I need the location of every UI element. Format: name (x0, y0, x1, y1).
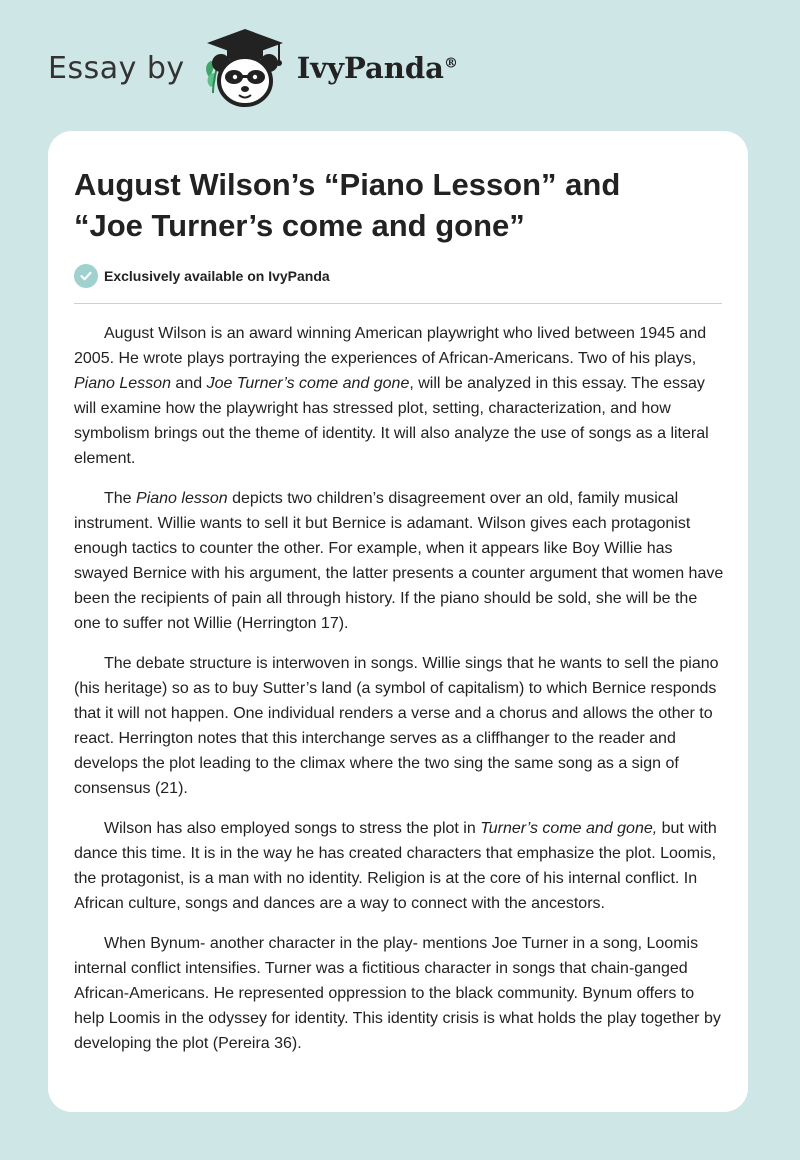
exclusive-badge-label: Exclusively available on IvyPanda (104, 268, 330, 284)
essay-card (48, 131, 748, 1112)
essay-title (74, 164, 724, 246)
paragraph-text: Wilson has also employed songs to stress the plot in (104, 820, 481, 837)
italic-title-text: Piano lesson (136, 490, 228, 507)
paragraph-text: but with dance this time. It is in the way he has created characters that emphasize the plot. Loomis, the protagonist, is a man with no identity. Religion is at the core of his internal conflict. In African culture, songs and dances are a way to connect with the ancestors. (74, 820, 717, 912)
paragraph-text: August Wilson is an award winning American playwright who lived between 1945 and 2005. He wrote plays portraying the experiences of African-Americans. Two of his plays, (74, 325, 707, 367)
paragraph-text: depicts two children’s disagreement over an old, family musical instrument. Willie wants to sell it but Bernice is adamant. Wilson gives each protagonist enough tactics to counter the other. For example, when it appears like Boy Willie has swayed Bernice with his argument, the latter presents a counter argument that women have been the recipients of pain all through history. If the piano should be sold, she will be the one to suffer not Willie (Herrington 17). (74, 490, 724, 632)
essay-body (74, 321, 726, 1071)
brand-name (297, 51, 458, 85)
registered-mark: ® (443, 55, 458, 72)
divider (74, 303, 722, 304)
paragraph-text: and (170, 375, 207, 392)
check-icon (74, 264, 98, 288)
title-line-2: “Joe Turner’s come and gone” (74, 208, 525, 243)
paragraph (74, 321, 726, 471)
essay-by-label: Essay by (48, 50, 185, 86)
panda-graduate-icon (199, 27, 291, 109)
exclusive-badge (74, 264, 330, 288)
title-line-1: August Wilson’s “Piano Lesson” and (74, 167, 621, 202)
italic-title-text: Joe Turner’s come and gone (206, 375, 410, 392)
paragraph-text: , will be analyzed in this essay. The essay will examine how the playwright has stressed plot, setting, characterization, and how symbolism brings out the theme of identity. It will also analyze the use of songs as a literal element. (74, 375, 709, 467)
italic-title-text: Piano Lesson (74, 375, 171, 392)
italic-title-text: Turner’s come and gone, (480, 820, 658, 837)
paragraph-text: The debate structure is interwoven in songs. Willie sings that he wants to sell the piano (his heritage) so as to buy Sutter’s land (a symbol of capitalism) to which Bernice responds that it will not happen. One individual renders a verse and a chorus and allows the other to react. Herrington notes that this interchange serves as a cliffhanger to the reader and develops the plot leading to the climax where the two sing the same song as a sign of consensus (21). (74, 655, 719, 797)
brand-text: IvyPanda (296, 51, 444, 85)
paragraph (74, 816, 726, 916)
site-header (48, 28, 458, 108)
paragraph (74, 651, 726, 801)
paragraph-text: When Bynum- another character in the play- mentions Joe Turner in a song, Loomis internal conflict intensifies. Turner was a fictitious character in songs that chain-ganged African-Americans. He represented oppression to the black community. Bynum offers to help Loomis in the odyssey for identity. This identity crisis is what holds the play together by developing the plot (Pereira 36). (74, 935, 721, 1052)
paragraph (74, 931, 726, 1056)
paragraph (74, 486, 726, 636)
paragraph-text: The (104, 490, 137, 507)
